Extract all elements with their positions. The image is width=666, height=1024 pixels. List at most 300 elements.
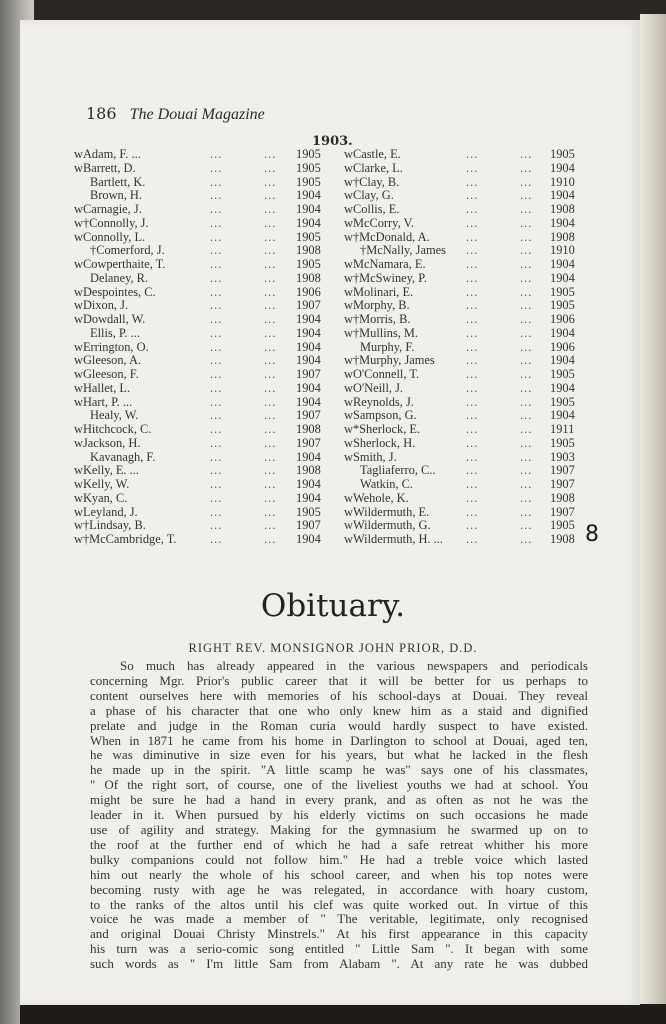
leader-dots: ... (520, 229, 533, 244)
pupil-name: wSherlock, H. (344, 435, 416, 450)
leaving-year: 1904 (550, 325, 575, 340)
leader-dots: ... (466, 367, 479, 381)
leader-dots: ... (210, 490, 223, 505)
leader-dots: ... (520, 215, 533, 230)
leaving-year: 1904 (296, 325, 321, 340)
leader-dots: ... (466, 435, 479, 450)
leaving-year: 1904 (296, 477, 321, 491)
pupil-name: w†Murphy, James (344, 353, 435, 368)
leader-dots: ... (520, 394, 533, 409)
pupil-name: wGleeson, F. (74, 367, 139, 381)
leaving-year: 1904 (296, 353, 321, 368)
leader-dots: ... (466, 202, 479, 216)
leader-dots: ... (264, 463, 277, 478)
obituary-line: prelate and judge in the Roman curia would hardly suspect to have existed. (90, 717, 588, 733)
leader-dots: ... (264, 257, 277, 271)
leaving-year: 1905 (550, 435, 575, 450)
pupil-name: wWehole, K. (344, 490, 409, 505)
leader-dots: ... (520, 408, 533, 423)
leader-dots: ... (264, 215, 277, 230)
leader-dots: ... (210, 367, 223, 381)
pupil-name: wAdam, F. ... (74, 147, 141, 161)
leaving-year: 1904 (296, 490, 321, 505)
roll-entry (74, 176, 330, 190)
roll-entry (344, 464, 596, 478)
pupil-name: Ellis, P. ... (90, 325, 140, 340)
pupil-name: Bartlett, K. (90, 174, 146, 189)
roll-entry (74, 396, 330, 410)
roll-entry (344, 506, 596, 520)
obituary-line: bulky companions could not follow him." He had a treble voice which lasted (90, 851, 588, 867)
roll-entry (344, 437, 596, 451)
leaving-year: 1908 (550, 229, 575, 244)
leaving-year: 1908 (296, 270, 321, 285)
scan-background-bottom (20, 1004, 666, 1024)
leaving-year: 1904 (550, 353, 575, 368)
roll-entry (74, 464, 330, 478)
leader-dots: ... (210, 408, 223, 423)
leader-dots: ... (466, 504, 479, 519)
roll-entry (344, 354, 596, 368)
leaving-year: 1910 (550, 174, 575, 189)
pupil-name: w†Morris, B. (344, 312, 411, 326)
obituary-line: to the ranks of the altos until his clef was quite worked out. In virtue of this (90, 896, 588, 912)
leaving-year: 1911 (550, 422, 575, 436)
magazine-title: The Douai Magazine (129, 106, 265, 123)
pupil-name: w†McDonald, A. (344, 229, 430, 244)
leader-dots: ... (520, 367, 533, 381)
obituary-line: he was diminutive in size even for his years, but what he lacked in the flesh (90, 747, 588, 763)
leaving-year: 1908 (550, 532, 575, 546)
leader-dots: ... (210, 394, 223, 409)
obituary-title: Obituary. (260, 588, 406, 624)
pupil-name: wDespointes, C. (74, 284, 156, 299)
obituary-line: might be sure he had a hand in every prank, and as often as not he was the (90, 792, 588, 808)
leader-dots: ... (210, 229, 223, 244)
leader-dots: ... (264, 422, 277, 436)
leader-dots: ... (466, 339, 479, 354)
leaving-year: 1907 (550, 477, 575, 491)
leader-dots: ... (210, 477, 223, 491)
obituary-line: So much has already appeared in the various newspapers and periodicals (120, 658, 588, 673)
leaving-year: 1905 (550, 147, 575, 161)
leaving-year: 1904 (296, 215, 321, 230)
obituary-line: his turn was a serio-comic song entitled " Little Sam ". It began with some (90, 941, 588, 957)
leader-dots: ... (264, 298, 277, 313)
leaving-year: 1905 (550, 284, 575, 299)
leader-dots: ... (210, 312, 223, 326)
leader-dots: ... (520, 490, 533, 505)
year-heading: 1903. (312, 134, 353, 149)
leaving-year: 1907 (296, 298, 321, 313)
leader-dots: ... (210, 504, 223, 519)
leader-dots: ... (466, 477, 479, 491)
roll-entry (344, 382, 596, 396)
roll-entry (344, 341, 596, 355)
roll-entry (344, 327, 596, 341)
leader-dots: ... (520, 380, 533, 395)
leader-dots: ... (466, 188, 479, 203)
pupil-name: wKyan, C. (74, 490, 128, 505)
pupil-name: w†McCambridge, T. (74, 532, 177, 546)
leader-dots: ... (466, 243, 479, 258)
obituary-line: use of agility and strategy. Making for the gymnasium he swarmed up on to (90, 821, 588, 837)
pupil-name: wMcCorry, V. (344, 215, 414, 230)
leaving-year: 1905 (550, 394, 575, 409)
pupil-name: wHitchcock, C. (74, 422, 152, 436)
obituary-line: " Of the right sort, of course, one of the liveliest youths we had at school. You (90, 777, 588, 793)
leader-dots: ... (210, 160, 223, 175)
roll-entry (344, 258, 596, 272)
leaving-year: 1908 (550, 202, 575, 216)
leader-dots: ... (520, 174, 533, 189)
roll-entry (74, 203, 330, 217)
leader-dots: ... (210, 449, 223, 464)
leader-dots: ... (466, 160, 479, 175)
leader-dots: ... (520, 312, 533, 326)
leader-dots: ... (466, 215, 479, 230)
roll-entry (74, 437, 330, 451)
roll-entry (74, 533, 330, 547)
leaving-year: 1904 (296, 394, 321, 409)
leader-dots: ... (264, 202, 277, 216)
pupil-name: wClarke, L. (344, 160, 403, 175)
leader-dots: ... (210, 353, 223, 368)
leader-dots: ... (210, 325, 223, 340)
leader-dots: ... (264, 270, 277, 285)
roll-entry (74, 409, 330, 423)
obituary-line: him out nearly the whole of his school career, and when his top notes were (90, 866, 588, 882)
roll-entry (74, 244, 330, 258)
obituary-line: content ourselves here with memories of his school-days at Douai. They reveal (90, 687, 588, 703)
leaving-year: 1904 (296, 380, 321, 395)
leaving-year: 1905 (550, 298, 575, 313)
roll-list-right (344, 148, 596, 547)
pupil-name: wCowperthaite, T. (74, 257, 166, 271)
leader-dots: ... (466, 394, 479, 409)
leader-dots: ... (264, 435, 277, 450)
roll-entry (74, 354, 330, 368)
leader-dots: ... (466, 257, 479, 271)
roll-entry (74, 272, 330, 286)
leader-dots: ... (466, 449, 479, 464)
pupil-name: wCastle, E. (344, 147, 401, 161)
leaving-year: 1908 (296, 422, 321, 436)
leader-dots: ... (264, 380, 277, 395)
leader-dots: ... (264, 394, 277, 409)
leaving-year: 1906 (550, 339, 575, 354)
leader-dots: ... (210, 243, 223, 258)
leader-dots: ... (520, 518, 533, 533)
pupil-name: w*Sherlock, E. (344, 422, 421, 436)
leaving-year: 1903 (550, 449, 575, 464)
roll-entry (74, 286, 330, 300)
pupil-name: w†McSwiney, P. (344, 270, 427, 285)
roll-entry (344, 478, 596, 492)
leader-dots: ... (264, 490, 277, 505)
leader-dots: ... (520, 504, 533, 519)
leader-dots: ... (520, 449, 533, 464)
leader-dots: ... (210, 147, 223, 161)
leader-dots: ... (520, 435, 533, 450)
pupil-name: Murphy, F. (360, 339, 415, 354)
roll-entry (344, 203, 596, 217)
obituary-line: voice he was made a member of " The veritable, legitimate, only recognised (90, 911, 588, 927)
leader-dots: ... (210, 435, 223, 450)
pupil-name: wDixon, J. (74, 298, 129, 313)
leaving-year: 1905 (550, 518, 575, 533)
leaving-year: 1904 (550, 160, 575, 175)
pupil-name: wO'Connell, T. (344, 367, 420, 381)
leaving-year: 1904 (296, 188, 321, 203)
leaving-year: 1906 (296, 284, 321, 299)
leaving-year: 1906 (550, 312, 575, 326)
leader-dots: ... (466, 270, 479, 285)
roll-entry (74, 162, 330, 176)
roll-entry (74, 382, 330, 396)
leader-dots: ... (210, 270, 223, 285)
pupil-name: †Comerford, J. (90, 243, 165, 258)
leader-dots: ... (210, 380, 223, 395)
pupil-name: wKelly, E. ... (74, 463, 139, 478)
roll-entry (344, 533, 596, 547)
roll-entry (344, 492, 596, 506)
leader-dots: ... (210, 257, 223, 271)
roll-list-left (74, 148, 330, 547)
leader-dots: ... (520, 298, 533, 313)
leader-dots: ... (264, 367, 277, 381)
leader-dots: ... (210, 298, 223, 313)
leaving-year: 1907 (296, 518, 321, 533)
leader-dots: ... (264, 312, 277, 326)
running-header (86, 104, 265, 124)
leader-dots: ... (466, 229, 479, 244)
leaving-year: 1904 (550, 270, 575, 285)
pupil-name: Kavanagh, F. (90, 449, 156, 464)
pupil-name: w†Clay, B. (344, 174, 400, 189)
roll-entry (74, 341, 330, 355)
leaving-year: 1905 (296, 504, 321, 519)
leader-dots: ... (210, 284, 223, 299)
leader-dots: ... (264, 339, 277, 354)
pupil-name: wCollis, E. (344, 202, 400, 216)
roll-entry (344, 451, 596, 465)
leaving-year: 1904 (550, 257, 575, 271)
obituary-subheading: RIGHT REV. MONSIGNOR JOHN PRIOR, D.D. (188, 641, 478, 655)
leader-dots: ... (520, 188, 533, 203)
obituary-body (90, 659, 588, 972)
pupil-name: Tagliaferro, C.. (360, 463, 436, 478)
leaving-year: 1907 (296, 408, 321, 423)
obituary-line: a phase of his character that one who only knew him as a staid and dignified (90, 702, 588, 718)
pupil-name: wO'Neill, J. (344, 380, 404, 395)
pupil-name: wConnolly, L. (74, 229, 146, 244)
leader-dots: ... (210, 215, 223, 230)
roll-entry (344, 396, 596, 410)
leader-dots: ... (466, 422, 479, 436)
roll-entry (74, 451, 330, 465)
leader-dots: ... (264, 353, 277, 368)
leader-dots: ... (520, 325, 533, 340)
leader-dots: ... (520, 353, 533, 368)
roll-entry (74, 313, 330, 327)
leader-dots: ... (520, 422, 533, 436)
leader-dots: ... (264, 284, 277, 299)
leaving-year: 1905 (296, 160, 321, 175)
leaving-year: 1904 (550, 408, 575, 423)
obituary-line: leader in it. When pursued by his elderly victims on such occasions he made (90, 807, 588, 823)
pupil-name: wLeyland, J. (74, 504, 138, 519)
obituary-line: concerning Mgr. Prior's public career that it will be better for us perhaps to (90, 672, 588, 688)
leader-dots: ... (466, 463, 479, 478)
pupil-name: wWildermuth, H. ... (344, 532, 443, 546)
obituary-line: and original Douai Christy Minstrels." At his first appearance in this capacity (90, 926, 588, 942)
leaving-year: 1904 (296, 312, 321, 326)
leaving-year: 1905 (550, 367, 575, 381)
leader-dots: ... (264, 504, 277, 519)
pupil-name: wWildermuth, E. (344, 504, 430, 519)
leaving-year: 1904 (550, 215, 575, 230)
leaving-year: 1904 (296, 532, 321, 546)
roll-entry (74, 492, 330, 506)
roll-entry (74, 189, 330, 203)
leaving-year: 1905 (296, 257, 321, 271)
leaving-year: 1904 (550, 188, 575, 203)
obituary-line: the roof at the further end of which he had a safe retreat whither his more (90, 836, 588, 852)
leader-dots: ... (264, 449, 277, 464)
leader-dots: ... (210, 532, 223, 546)
pupil-name: wBarrett, D. (74, 160, 136, 175)
leader-dots: ... (264, 518, 277, 533)
roll-entry (74, 368, 330, 382)
roll-entry (74, 231, 330, 245)
page-number: 186 (86, 104, 117, 123)
leader-dots: ... (520, 532, 533, 546)
roll-entry (74, 478, 330, 492)
leaving-year: 1907 (296, 367, 321, 381)
leader-dots: ... (210, 463, 223, 478)
roll-entry (344, 244, 596, 258)
leader-dots: ... (520, 160, 533, 175)
leader-dots: ... (264, 532, 277, 546)
roll-entry (344, 423, 596, 437)
leader-dots: ... (264, 243, 277, 258)
leaving-year: 1907 (550, 463, 575, 478)
leaving-year: 1905 (296, 147, 321, 161)
roll-entry (74, 148, 330, 162)
roll-entry (344, 148, 596, 162)
leader-dots: ... (210, 518, 223, 533)
leaving-year: 1910 (550, 243, 575, 258)
leader-dots: ... (264, 408, 277, 423)
page-fore-edge (640, 14, 666, 1014)
leaving-year: 1904 (296, 202, 321, 216)
leader-dots: ... (520, 463, 533, 478)
leader-dots: ... (520, 202, 533, 216)
roll-entry (344, 217, 596, 231)
pupil-name: Brown, H. (90, 188, 142, 203)
roll-entry (74, 423, 330, 437)
pupil-name: wClay, G. (344, 188, 394, 203)
pupil-name: wDowdall, W. (74, 312, 146, 326)
leader-dots: ... (210, 188, 223, 203)
roll-entry (344, 176, 596, 190)
pupil-name: w†Lindsay, B. (74, 518, 146, 533)
pupil-name: wSmith, J. (344, 449, 397, 464)
roll-entry (344, 162, 596, 176)
roll-entry (344, 286, 596, 300)
leaving-year: 1907 (296, 435, 321, 450)
roll-entry (344, 519, 596, 533)
leaving-year: 1908 (296, 463, 321, 478)
leader-dots: ... (520, 243, 533, 258)
roll-entry (344, 189, 596, 203)
leaving-year: 1904 (296, 449, 321, 464)
leader-dots: ... (520, 270, 533, 285)
leader-dots: ... (264, 160, 277, 175)
leader-dots: ... (466, 380, 479, 395)
roll-entry (74, 258, 330, 272)
pupil-name: Healy, W. (90, 408, 139, 423)
pupil-name: w†Connolly, J. (74, 215, 149, 230)
leader-dots: ... (466, 353, 479, 368)
leader-dots: ... (210, 339, 223, 354)
leader-dots: ... (520, 147, 533, 161)
pupil-name: wKelly, W. (74, 477, 130, 491)
leader-dots: ... (466, 147, 479, 161)
pupil-name: wCarnagie, J. (74, 202, 142, 216)
roll-entry (74, 327, 330, 341)
leader-dots: ... (466, 284, 479, 299)
leader-dots: ... (210, 202, 223, 216)
obituary-line: such words as " I'm little Sam from Alabam ". At any rate he was dubbed (90, 956, 588, 972)
leader-dots: ... (210, 174, 223, 189)
leader-dots: ... (264, 325, 277, 340)
leaving-year: 1908 (296, 243, 321, 258)
roll-entry (344, 368, 596, 382)
roll-entry (74, 519, 330, 533)
leader-dots: ... (520, 477, 533, 491)
pupil-name: wMolinari, E. (344, 284, 414, 299)
roll-entry (344, 299, 596, 313)
obituary-line: becoming rusty with age he was relegated, in accordance with hoary custom, (90, 881, 588, 897)
pupil-name: †McNally, James (360, 243, 446, 258)
leader-dots: ... (520, 339, 533, 354)
leader-dots: ... (466, 312, 479, 326)
pencil-annotation: 8 (585, 522, 599, 547)
roll-entry (344, 313, 596, 327)
leaving-year: 1904 (296, 339, 321, 354)
pupil-name: wMorphy, B. (344, 298, 410, 313)
pupil-name: wHallet, L. (74, 380, 131, 395)
pupil-name: wReynolds, J. (344, 394, 414, 409)
leader-dots: ... (520, 257, 533, 271)
leader-dots: ... (466, 518, 479, 533)
leader-dots: ... (466, 174, 479, 189)
leader-dots: ... (466, 532, 479, 546)
pupil-name: wGleeson, A. (74, 353, 142, 368)
roll-entry (74, 217, 330, 231)
leaving-year: 1907 (550, 504, 575, 519)
leader-dots: ... (264, 147, 277, 161)
leader-dots: ... (264, 477, 277, 491)
pupil-name: wMcNamara, E. (344, 257, 426, 271)
obituary-line: When in 1871 he came from his home in Darlington to school at Douai, aged ten, (90, 732, 588, 748)
leaving-year: 1908 (550, 490, 575, 505)
leaving-year: 1905 (296, 229, 321, 244)
leader-dots: ... (466, 325, 479, 340)
leader-dots: ... (520, 284, 533, 299)
